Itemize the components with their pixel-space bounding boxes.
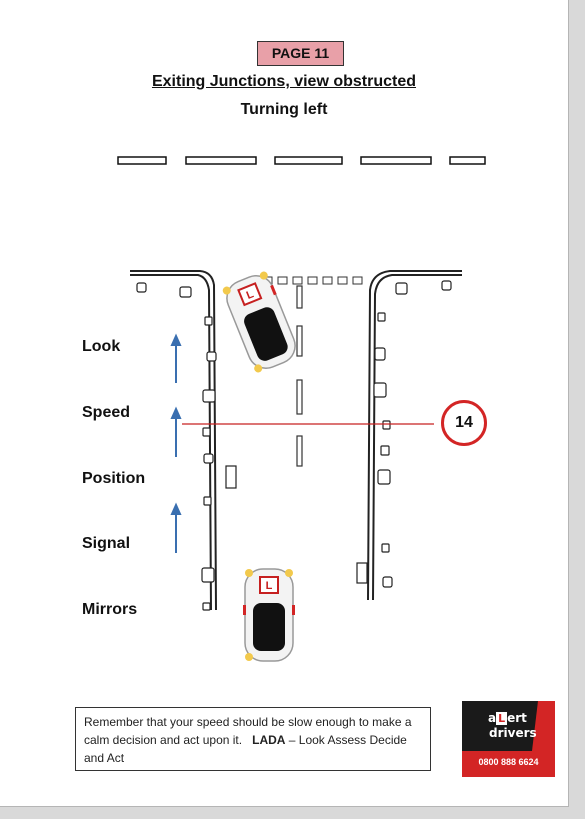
step-label-signal: Signal xyxy=(82,535,131,552)
note-text: Remember that your speed should be slow enough to make a calm decision and act upon it. xyxy=(84,715,412,747)
logo-line1: a L ert xyxy=(488,711,527,725)
approaching-car-icon xyxy=(243,569,295,661)
step-arrows xyxy=(172,336,180,553)
svg-text:L: L xyxy=(244,288,256,302)
main-road-markings xyxy=(118,157,485,164)
lada-label: LADA xyxy=(252,733,286,747)
road-kerbs xyxy=(130,271,462,610)
speed-sign: 14 xyxy=(441,400,487,446)
svg-text:L: L xyxy=(265,580,273,592)
alert-drivers-logo xyxy=(462,701,555,777)
logo-phone: 0800 888 6624 xyxy=(478,757,539,767)
obstructions-right xyxy=(357,281,451,587)
side-road-centre-line xyxy=(297,286,302,466)
step-label-position: Position xyxy=(82,470,146,487)
step-label-mirrors: Mirrors xyxy=(82,601,138,618)
logo-line2: drivers xyxy=(489,726,537,740)
page-title: Exiting Junctions, view obstructed xyxy=(151,73,417,90)
step-label-speed: Speed xyxy=(82,404,131,421)
page-number-badge: PAGE 11 xyxy=(257,41,344,66)
give-way-line xyxy=(263,277,362,284)
obstructions-left xyxy=(137,283,236,610)
step-label-look: Look xyxy=(82,338,121,355)
page-subtitle: Turning left xyxy=(240,101,328,118)
lada-text: – Look Assess Decide and Act xyxy=(84,733,407,765)
turning-car-icon xyxy=(222,270,302,374)
note-box xyxy=(75,707,431,771)
